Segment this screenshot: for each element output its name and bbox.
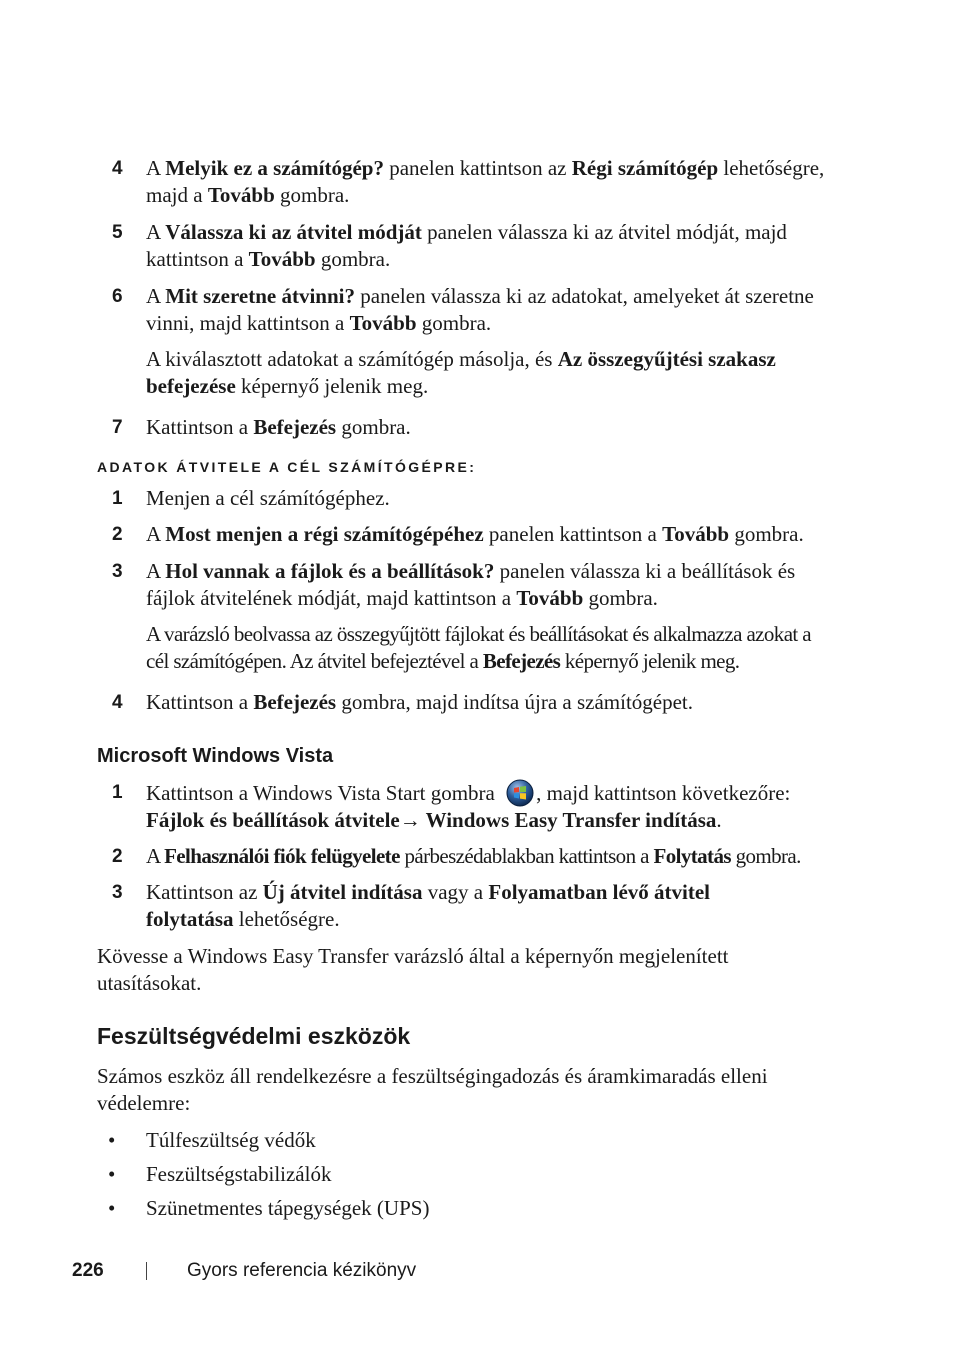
bold-term: Új átvitel indítása — [262, 880, 423, 904]
bold-term: Windows Easy Transfer indítása — [420, 808, 717, 832]
step-number: 6 — [112, 286, 123, 307]
step-number: 3 — [112, 561, 123, 582]
step-6-note: A kiválasztott adatokat a számítógép másolja, és Az összegyűjtési szakasz befejezése képernyő jelenik meg. — [146, 347, 776, 398]
surge-protection-heading: Feszültségvédelmi eszközök — [97, 1023, 411, 1049]
subheading-target-transfer: ADATOK ÁTVITELE A CÉL SZÁMÍTÓGÉPRE: — [97, 459, 477, 475]
step-4-old-computer: 4 A Melyik ez a számítógép? panelen kattintson az Régi számítógép lehetőségre, majd a Tovább gombra. — [112, 156, 825, 207]
bold-term: Tovább — [662, 522, 730, 546]
step-4-finish-restart: 4 Kattintson a Befejezés gombra, majd indítsa újra a számítógépet. — [112, 690, 694, 714]
bold-term: Befejezés — [253, 690, 337, 714]
bold-term: Folyamatban lévő átvitel folytatása — [146, 880, 711, 931]
bullet-symbol: • — [108, 1162, 116, 1186]
vista-instructions: Kövesse a Windows Easy Transfer varázsló által a képernyőn megjelenített utasításokat. — [97, 944, 729, 995]
surge-intro: Számos eszköz áll rendelkezésre a feszültségingadozás és áramkimaradás elleni védelemre: — [97, 1064, 768, 1115]
step-3-note: A varázsló beolvassa az összegyűjtött fájlokat és beállításokat és alkalmazza azokat a cél számítógépen. Az átvitel befejeztével a Befejezés képernyő jelenik meg. — [146, 622, 812, 673]
bold-term: Befejezés — [253, 415, 337, 439]
windows-vista-start-orb-icon — [506, 779, 534, 807]
bold-term: Tovább — [349, 311, 417, 335]
bold-term: Tovább — [516, 586, 584, 610]
bold-term: Befejezés — [482, 649, 561, 673]
step-number: 2 — [112, 524, 123, 545]
step-number: 7 — [112, 417, 123, 438]
step-3-files-and-settings: 3 A Hol vannak a fájlok és a beállítások? panelen válassza ki a beállítások és fájlok átvitelének módját, majd kattintson a Tovább gombra. — [112, 559, 796, 610]
vista-step-1-start: 1 Kattintson a Windows Vista Start gombra , majd kattintson következőre: Fájlok és beállítások átvitele→ Windows Easy Transfer indítása. — [112, 781, 791, 832]
bold-term: Régi számítógép — [571, 156, 719, 180]
vista-step-2-uac: 2 A Felhasználói fiók felügyelete párbeszédablakban kattintson a Folytatás gombra. — [112, 844, 801, 868]
bullet-symbol: • — [108, 1128, 116, 1152]
bold-term: Fájlok és beállítások átvitele — [146, 808, 400, 832]
step-number: 2 — [112, 846, 123, 867]
bold-term: Melyik ez a számítógép? — [165, 156, 384, 180]
step-1-go-to-target: 1 Menjen a cél számítógéphez. — [112, 486, 390, 510]
bold-term: Felhasználói fiók felügyelete — [164, 844, 400, 868]
step-5-transfer-mode: 5 A Válassza ki az átvitel módját panelen válassza ki az átvitel módját, majd kattintson a Tovább gombra. — [112, 220, 787, 271]
step-6-what-to-transfer: 6 A Mit szeretne átvinni? panelen válassza ki az adatokat, amelyeket át szeretne vinni, majd kattintson a Tovább gombra. — [112, 284, 814, 335]
bold-term: Tovább — [207, 183, 275, 207]
bold-term: Válassza ki az átvitel módját — [165, 220, 422, 244]
step-number: 4 — [112, 158, 123, 179]
step-2-go-to-old: 2 A Most menjen a régi számítógépéhez panelen kattintson a Tovább gombra. — [112, 522, 804, 546]
bullet-item: • Szünetmentes tápegységek (UPS) — [108, 1196, 430, 1220]
step-number: 5 — [112, 222, 123, 243]
bold-term: Folytatás — [653, 844, 731, 868]
step-number: 1 — [112, 488, 123, 509]
bold-term: Hol vannak a fájlok és a beállítások? — [165, 559, 495, 583]
bold-term: Mit szeretne átvinni? — [165, 284, 356, 308]
footer-title: Gyors referencia kézikönyv — [187, 1260, 417, 1281]
bold-term: Tovább — [248, 247, 316, 271]
bullet-item: • Feszültségstabilizálók — [108, 1162, 332, 1186]
bold-term: Most menjen a régi számítógépéhez — [165, 522, 484, 546]
step-number: 1 — [112, 782, 123, 803]
step-number: 4 — [112, 692, 123, 713]
bold-term: Az összegyűjtési szakasz befejezése — [146, 347, 776, 398]
page-number: 226 — [72, 1260, 104, 1281]
arrow-symbol: → — [399, 808, 421, 832]
step-7-finish: 7 Kattintson a Befejezés gombra. — [112, 415, 411, 439]
bullet-item: • Túlfeszültség védők — [108, 1128, 316, 1152]
bullet-symbol: • — [108, 1196, 116, 1220]
footer-divider — [146, 1262, 147, 1280]
vista-heading: Microsoft Windows Vista — [97, 745, 334, 767]
step-number: 3 — [112, 882, 123, 903]
vista-step-3-new-transfer: 3 Kattintson az Új átvitel indítása vagy a Folyamatban lévő átvitel folytatása lehetőségre. — [112, 880, 711, 931]
